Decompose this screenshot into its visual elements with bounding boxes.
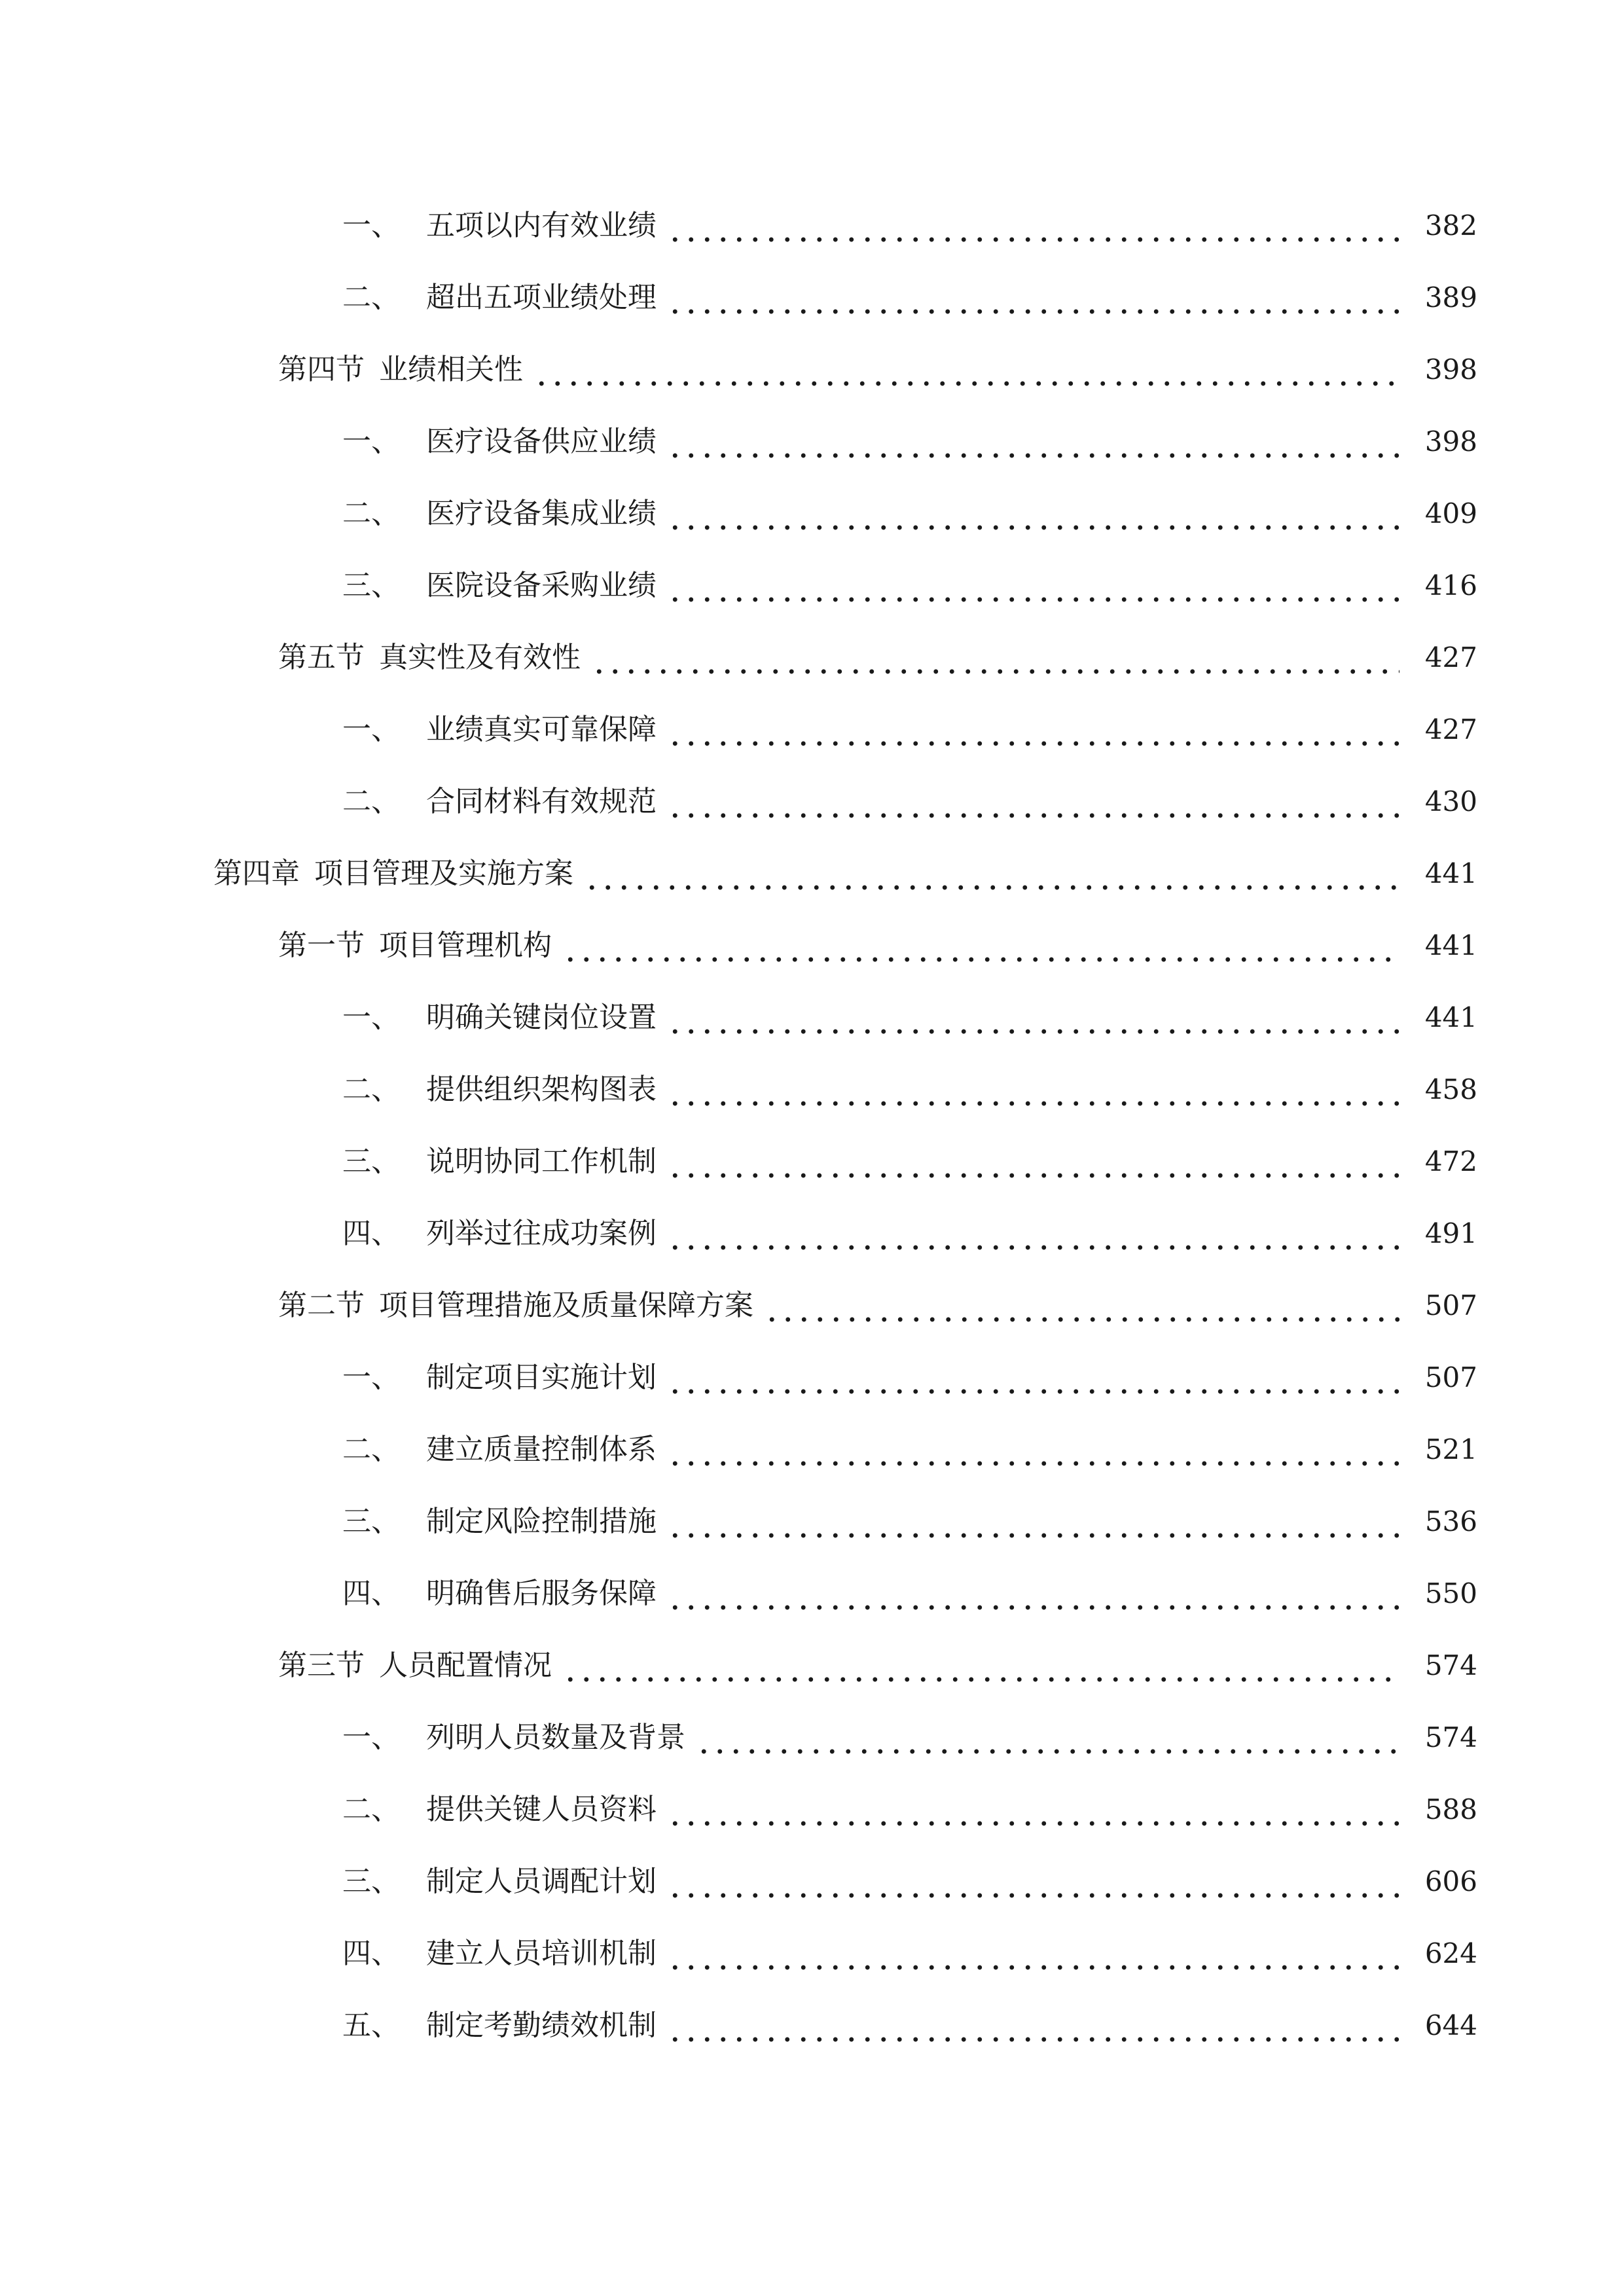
toc-entry-page-number: 409: [1424, 497, 1477, 529]
toc-entry[interactable]: [0, 334, 1624, 406]
toc-entry[interactable]: [0, 1126, 1624, 1198]
toc-entry[interactable]: [0, 622, 1624, 694]
toc-entry-title: 制定人员调配计划: [426, 1865, 657, 1898]
dot-leader: [667, 575, 1399, 604]
toc-entry[interactable]: [0, 1702, 1624, 1774]
toc-entry-number: 五、: [342, 2009, 400, 2042]
toc-entry-page-number: 441: [1424, 929, 1477, 961]
toc-entry[interactable]: [0, 1198, 1624, 1270]
dot-leader: [667, 2015, 1399, 2044]
dot-leader: [667, 791, 1399, 820]
toc-entry-number: 三、: [342, 569, 400, 602]
toc-entry-number: 三、: [342, 1505, 400, 1538]
toc-entry-number: 四、: [342, 1937, 400, 1970]
toc-entry-number: 第三节: [278, 1649, 365, 1682]
dot-leader: [667, 1439, 1399, 1468]
toc-entry[interactable]: [0, 694, 1624, 766]
toc-entry[interactable]: [0, 478, 1624, 550]
toc-entry-page-number: 398: [1424, 353, 1477, 386]
toc-entry-page-number: 521: [1424, 1433, 1477, 1465]
dot-leader: [562, 1655, 1399, 1684]
toc-entry-title: 列明人员数量及背景: [426, 1721, 685, 1754]
toc-entry-title: 项目管理及实施方案: [314, 857, 573, 890]
toc-entry-title: 超出五项业绩处理: [426, 281, 657, 314]
toc-entry-title: 人员配置情况: [379, 1649, 552, 1682]
toc-entry-page-number: 574: [1424, 1649, 1477, 1681]
dot-leader: [667, 1223, 1399, 1252]
toc-entry-page-number: 398: [1424, 425, 1477, 457]
toc-entry-title: 五项以内有效业绩: [426, 209, 657, 242]
toc-entry-number: 四、: [342, 1217, 400, 1250]
dot-leader: [667, 215, 1399, 244]
toc-entry-page-number: 427: [1424, 641, 1477, 673]
toc-entry[interactable]: [0, 1918, 1624, 1990]
toc-entry[interactable]: [0, 1990, 1624, 2062]
toc-entry-page-number: 472: [1424, 1145, 1477, 1177]
toc-entry[interactable]: [0, 838, 1624, 910]
toc-entry-number: 一、: [342, 713, 400, 746]
toc-entry-number: 一、: [342, 1361, 400, 1394]
dot-leader: [584, 863, 1399, 892]
toc-entry-title: 医院设备采购业绩: [426, 569, 657, 602]
toc-entry-page-number: 550: [1424, 1577, 1477, 1609]
toc-entry-number: 第四章: [213, 857, 300, 890]
toc-entry-number: 二、: [342, 1433, 400, 1466]
toc-entry[interactable]: [0, 1054, 1624, 1126]
dot-leader: [667, 1511, 1399, 1540]
toc-entry[interactable]: [0, 1414, 1624, 1486]
toc-entry-number: 四、: [342, 1577, 400, 1610]
dot-leader: [591, 647, 1399, 676]
toc-entry[interactable]: [0, 262, 1624, 334]
toc-entry-page-number: 430: [1424, 785, 1477, 817]
toc-entry[interactable]: [0, 1270, 1624, 1342]
toc-entry-number: 一、: [342, 1001, 400, 1034]
toc-entry-page-number: 441: [1424, 1001, 1477, 1033]
toc-entry-page-number: 588: [1424, 1793, 1477, 1825]
toc-entry-page-number: 574: [1424, 1721, 1477, 1753]
toc-entry-number: 三、: [342, 1865, 400, 1898]
toc-entry-page-number: 441: [1424, 857, 1477, 889]
toc-entry[interactable]: [0, 1486, 1624, 1558]
dot-leader: [667, 1583, 1399, 1612]
toc-entry-page-number: 606: [1424, 1865, 1477, 1897]
toc-entry-number: 第五节: [278, 641, 365, 674]
toc-entry-title: 制定风险控制措施: [426, 1505, 657, 1538]
dot-leader: [562, 935, 1399, 964]
toc-entry-page-number: 536: [1424, 1505, 1477, 1537]
toc-entry-title: 提供关键人员资料: [426, 1793, 657, 1826]
toc-entry-page-number: 644: [1424, 2009, 1477, 2041]
toc-entry-title: 明确售后服务保障: [426, 1577, 657, 1610]
toc-entry-title: 制定考勤绩效机制: [426, 2009, 657, 2042]
toc-entry-number: 二、: [342, 1793, 400, 1826]
toc-entry-title: 说明协同工作机制: [426, 1145, 657, 1178]
toc-entry[interactable]: [0, 550, 1624, 622]
toc-entry[interactable]: [0, 1774, 1624, 1846]
toc-entry-title: 明确关键岗位设置: [426, 1001, 657, 1034]
toc-entry-number: 二、: [342, 1073, 400, 1106]
dot-leader: [667, 719, 1399, 748]
toc-entry-title: 业绩真实可靠保障: [426, 713, 657, 746]
toc-entry-title: 建立人员培训机制: [426, 1937, 657, 1970]
table-of-contents: [0, 190, 1624, 2062]
toc-entry-title: 项目管理机构: [379, 929, 552, 962]
toc-entry-title: 真实性及有效性: [379, 641, 581, 674]
toc-entry[interactable]: [0, 982, 1624, 1054]
toc-entry[interactable]: [0, 406, 1624, 478]
toc-entry-page-number: 389: [1424, 281, 1477, 314]
toc-entry-number: 三、: [342, 1145, 400, 1178]
dot-leader: [667, 287, 1399, 316]
toc-entry-title: 合同材料有效规范: [426, 785, 657, 818]
toc-entry[interactable]: [0, 766, 1624, 838]
toc-entry[interactable]: [0, 910, 1624, 982]
dot-leader: [667, 1007, 1399, 1036]
dot-leader: [667, 1799, 1399, 1828]
dot-leader: [667, 1151, 1399, 1180]
toc-entry-number: 第二节: [278, 1289, 365, 1322]
toc-entry-number: 第四节: [278, 353, 365, 386]
toc-entry-title: 医疗设备供应业绩: [426, 425, 657, 458]
toc-entry-title: 医疗设备集成业绩: [426, 497, 657, 530]
toc-entry-number: 二、: [342, 281, 400, 314]
toc-entry-title: 提供组织架构图表: [426, 1073, 657, 1106]
toc-entry-number: 一、: [342, 1721, 400, 1754]
dot-leader: [667, 503, 1399, 532]
toc-entry-number: 一、: [342, 425, 400, 458]
toc-entry[interactable]: [0, 190, 1624, 262]
toc-entry-page-number: 416: [1424, 569, 1477, 601]
toc-entry[interactable]: [0, 1558, 1624, 1630]
toc-entry-page-number: 382: [1424, 209, 1477, 242]
toc-entry-title: 业绩相关性: [379, 353, 523, 386]
dot-leader: [667, 1943, 1399, 1972]
toc-entry-page-number: 624: [1424, 1937, 1477, 1969]
toc-entry-page-number: 507: [1424, 1361, 1477, 1393]
toc-entry[interactable]: [0, 1846, 1624, 1918]
toc-entry-page-number: 458: [1424, 1073, 1477, 1105]
toc-entry-title: 项目管理措施及质量保障方案: [379, 1289, 753, 1322]
toc-entry-number: 一、: [342, 209, 400, 242]
toc-entry-number: 二、: [342, 785, 400, 818]
toc-entry-title: 列举过往成功案例: [426, 1217, 657, 1250]
toc-entry[interactable]: [0, 1630, 1624, 1702]
toc-entry-page-number: 507: [1424, 1289, 1477, 1321]
dot-leader: [667, 1367, 1399, 1396]
toc-entry[interactable]: [0, 1342, 1624, 1414]
dot-leader: [667, 1871, 1399, 1900]
toc-entry-page-number: 491: [1424, 1217, 1477, 1249]
toc-entry-title: 制定项目实施计划: [426, 1361, 657, 1394]
toc-entry-page-number: 427: [1424, 713, 1477, 745]
dot-leader: [667, 431, 1399, 460]
dot-leader: [696, 1727, 1399, 1756]
toc-entry-number: 二、: [342, 497, 400, 530]
dot-leader: [667, 1079, 1399, 1108]
toc-entry-title: 建立质量控制体系: [426, 1433, 657, 1466]
dot-leader: [533, 359, 1399, 388]
toc-entry-number: 第一节: [278, 929, 365, 962]
dot-leader: [764, 1295, 1399, 1324]
